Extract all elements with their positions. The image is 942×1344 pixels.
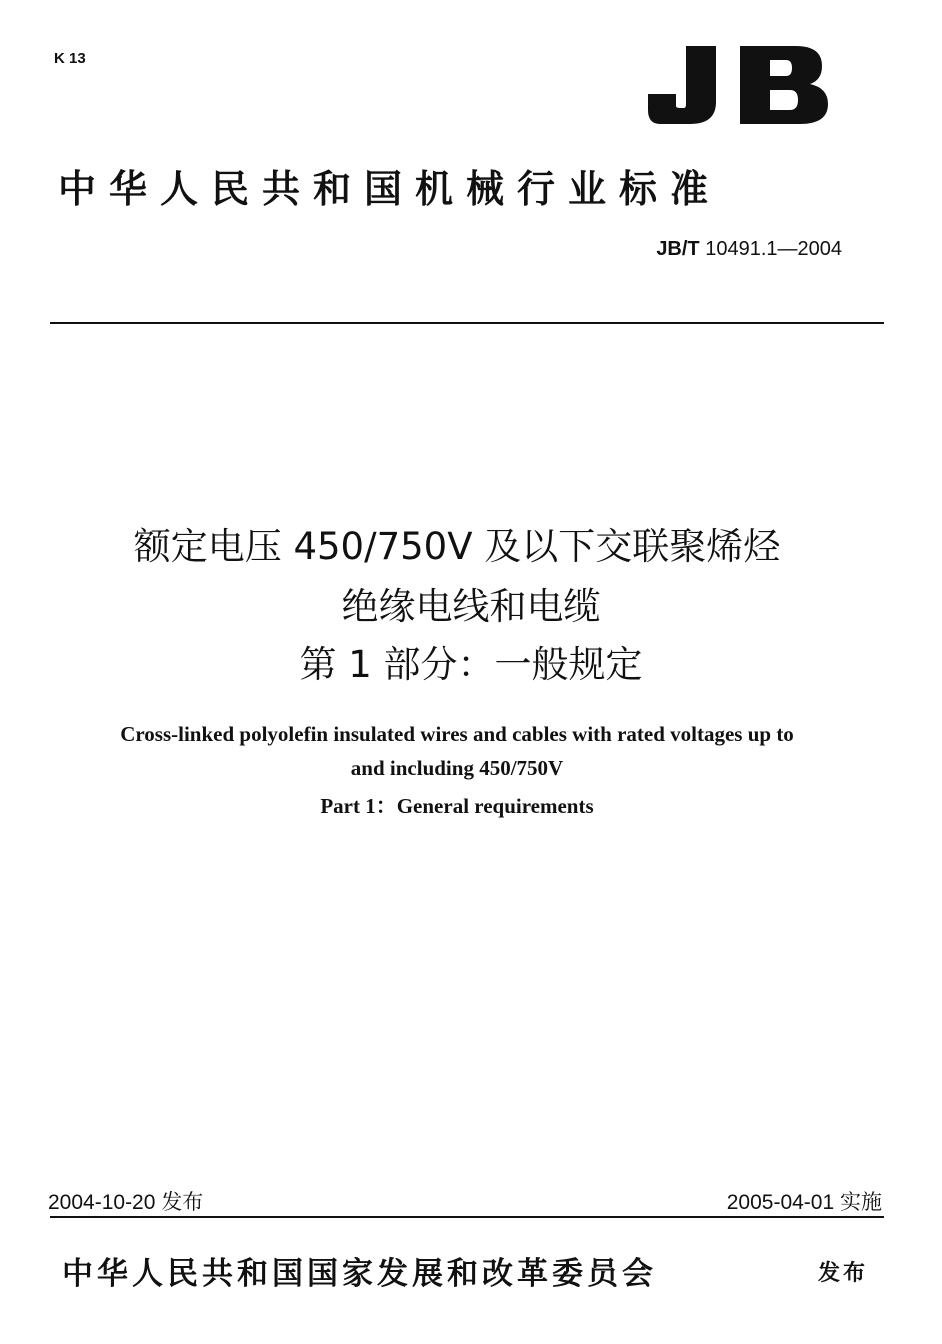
standard-number-value: 10491.1—2004 — [699, 238, 842, 260]
issuing-authority: 中华人民共和国国家发展和改革委员会 — [62, 1256, 657, 1292]
jb-logo-letter-b — [740, 46, 828, 124]
issue-date: 2004-10-20 发布 — [48, 1191, 204, 1214]
jb-logo-letter-j — [648, 46, 716, 124]
title-en-line-3: Part 1：General requirements — [320, 794, 594, 818]
issuing-action: 发布 — [818, 1261, 869, 1286]
title-zh-line-2: 绝缘电线和电缆 — [341, 585, 601, 628]
top-divider — [50, 322, 884, 324]
jb-logo — [646, 44, 830, 126]
title-en-line-2: and including 450/750V — [350, 756, 564, 780]
standard-number-prefix: JB/T — [656, 238, 700, 260]
title-en-line-1: Cross-linked polyolefin insulated wires and cables with rated voltages up to — [120, 722, 794, 746]
title-zh-line-3: 第 1 部分：一般规定 — [299, 643, 643, 686]
classification-code: K 13 — [54, 50, 86, 67]
industry-standard-title: 中华人民共和国机械行业标准 — [58, 167, 722, 211]
bottom-divider — [50, 1216, 884, 1218]
implementation-date: 2005-04-01 实施 — [726, 1191, 882, 1214]
title-zh-line-1: 额定电压 450/750V 及以下交联聚烯烃 — [133, 525, 781, 568]
standard-number — [610, 238, 842, 261]
